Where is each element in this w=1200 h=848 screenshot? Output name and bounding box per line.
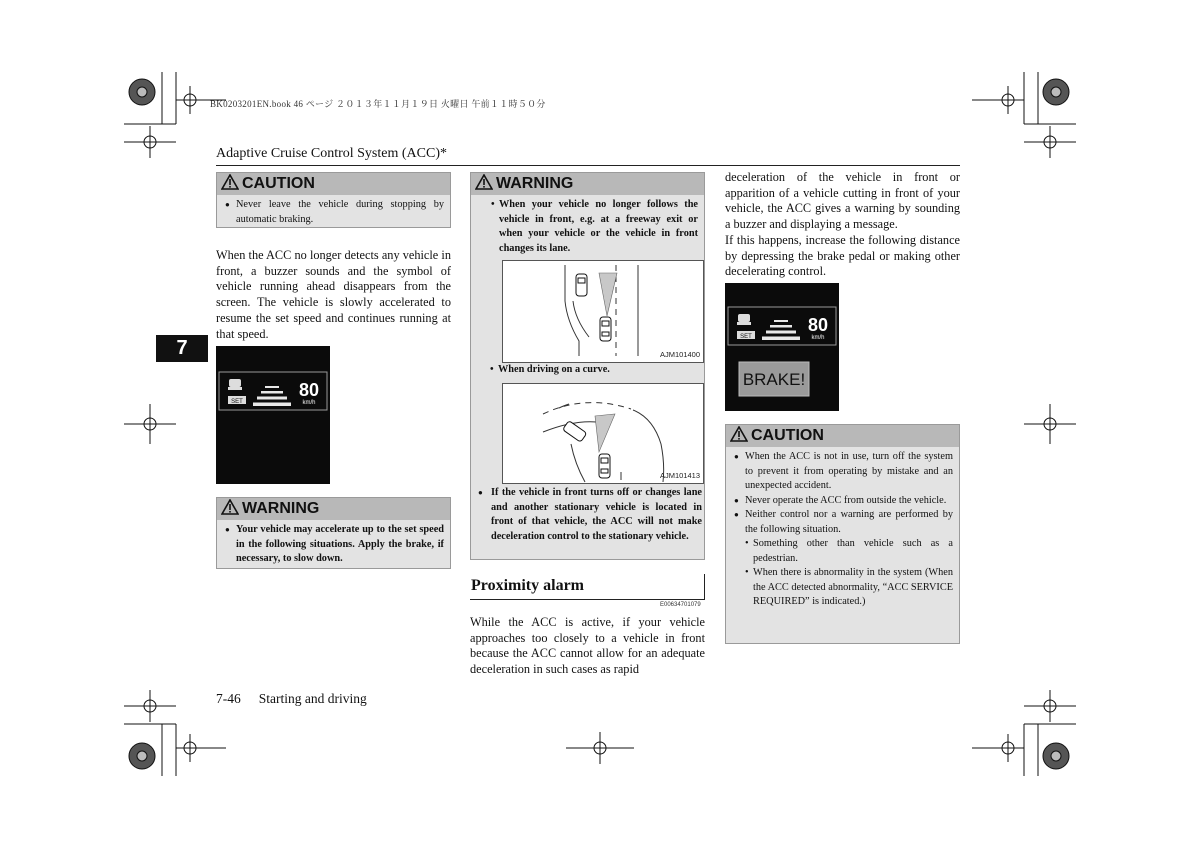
radar-beam: [595, 414, 615, 452]
right-paragraph-1: deceleration of the vehicle in front or apparition of a vehicle cutting in front of your vehicle, the ACC gives a warning by sounding a buzzer and displaying a message.: [725, 170, 960, 232]
caution-item: ● Never leave the vehicle during stopping by automatic braking.: [225, 198, 444, 227]
warning-heading-text: WARNING: [496, 175, 574, 192]
caution-item: ● Neither control nor a warning are performed by the following situation.: [734, 508, 953, 537]
caution-heading: [726, 425, 959, 447]
acc-display-graphic: [216, 346, 330, 484]
set-label: SET: [740, 334, 752, 340]
caution-box-right: [725, 424, 960, 644]
figure-code: AJM101400: [659, 350, 700, 359]
header-rule: [216, 165, 960, 166]
page-footer: [216, 691, 367, 707]
distance-bars-icon: [253, 386, 291, 406]
warning-heading-text: WARNING: [242, 500, 320, 517]
warning-box-left: [216, 497, 451, 569]
figure-code: AJM101413: [659, 471, 700, 480]
distance-bars-icon: [762, 320, 800, 340]
warning-sub-item: [490, 363, 610, 378]
caution-heading: [217, 173, 450, 195]
vehicle-ahead-icon: [576, 274, 587, 296]
caution-item: ● Never operate the ACC from outside the vehicle.: [734, 494, 953, 509]
figure-curve: [502, 383, 704, 484]
page-number: 7-46: [216, 691, 241, 706]
section-title: Adaptive Cruise Control System (ACC)*: [216, 146, 447, 161]
chapter-tab: 7: [156, 335, 208, 362]
right-paragraph-2: If this happens, increase the following distance by depressing the brake pedal or making other decelerating control.: [725, 233, 960, 279]
proximity-paragraph: While the ACC is active, if your vehicle approaches too closely to a vehicle in front because the ACC cannot allow for an adequate deceleration in such cases as rapid: [470, 615, 705, 677]
acc-display-right: [725, 283, 839, 411]
caution-heading-text: CAUTION: [242, 175, 315, 192]
caution-heading-text: CAUTION: [751, 427, 824, 444]
vehicle-ahead-icon: [228, 379, 242, 390]
warning-sub-item-curve: • When driving on a curve.: [490, 363, 610, 378]
chapter-name: Starting and driving: [258, 691, 367, 706]
warning-triangle-icon: [221, 174, 239, 195]
warning-triangle-icon: [221, 499, 239, 520]
warning-bullet-block: [478, 486, 702, 544]
figure-lane-change: [502, 260, 704, 363]
radar-beam: [599, 273, 617, 316]
reference-code: E00634701079: [660, 602, 701, 608]
print-header: BK0203201EN.book 46 ページ ２０１３年１１月１９日 火曜日 午前１１時５０分: [210, 99, 546, 109]
caution-sub-item: • When there is abnormality in the system (When the ACC detected abnormality, “ACC SERVICE REQUIRED” is indicated.): [745, 566, 953, 610]
speed-value: 80: [298, 380, 320, 400]
caution-sub-item: • Something other than vehicle such as a pedestrian.: [745, 537, 953, 566]
warning-heading: [217, 498, 450, 520]
warning-sub-item: • When your vehicle no longer follows the vehicle in front, e.g. at a freeway exit or when your vehicle or the vehicle in front changes its lane.: [491, 198, 698, 256]
warning-triangle-icon: [730, 426, 748, 447]
acc-display-left: [216, 346, 330, 484]
warning-triangle-icon: [475, 174, 493, 195]
vehicle-ahead-icon: [563, 421, 587, 443]
own-vehicle-icon: [599, 454, 610, 478]
speed-unit: km/h: [302, 400, 316, 406]
own-vehicle-icon: [600, 317, 611, 341]
warning-item: ● If the vehicle in front turns off or changes lane and another stationary vehicle is located in front of that vehicle, the ACC will not make deceleration control to the stationary vehicle.: [478, 486, 702, 544]
warning-item: ● Your vehicle may accelerate up to the set speed in the following situations. Apply the brake, if necessary, to slow down.: [225, 523, 444, 567]
caution-item: ● When the ACC is not in use, turn off the system to prevent it from operating by mistake and an unexpected accident.: [734, 450, 953, 494]
vehicle-ahead-icon: [737, 314, 751, 325]
warning-heading: [471, 173, 704, 195]
lane-change-diagram: [503, 261, 703, 362]
left-paragraph: When the ACC no longer detects any vehicle in front, a buzzer sounds and the symbol of vehicle running ahead disappears from the screen. The vehicle is slowly accelerated to resume the set speed and continues running at that speed.: [216, 248, 451, 341]
speed-value: 80: [807, 315, 829, 335]
curve-diagram: [503, 384, 703, 483]
set-label: SET: [231, 399, 243, 405]
brake-message: BRAKE!: [742, 370, 806, 389]
proximity-alarm-heading: Proximity alarm: [470, 574, 705, 600]
speed-unit: km/h: [811, 335, 825, 341]
caution-box-top: [216, 172, 451, 228]
acc-display-graphic: [725, 283, 839, 411]
